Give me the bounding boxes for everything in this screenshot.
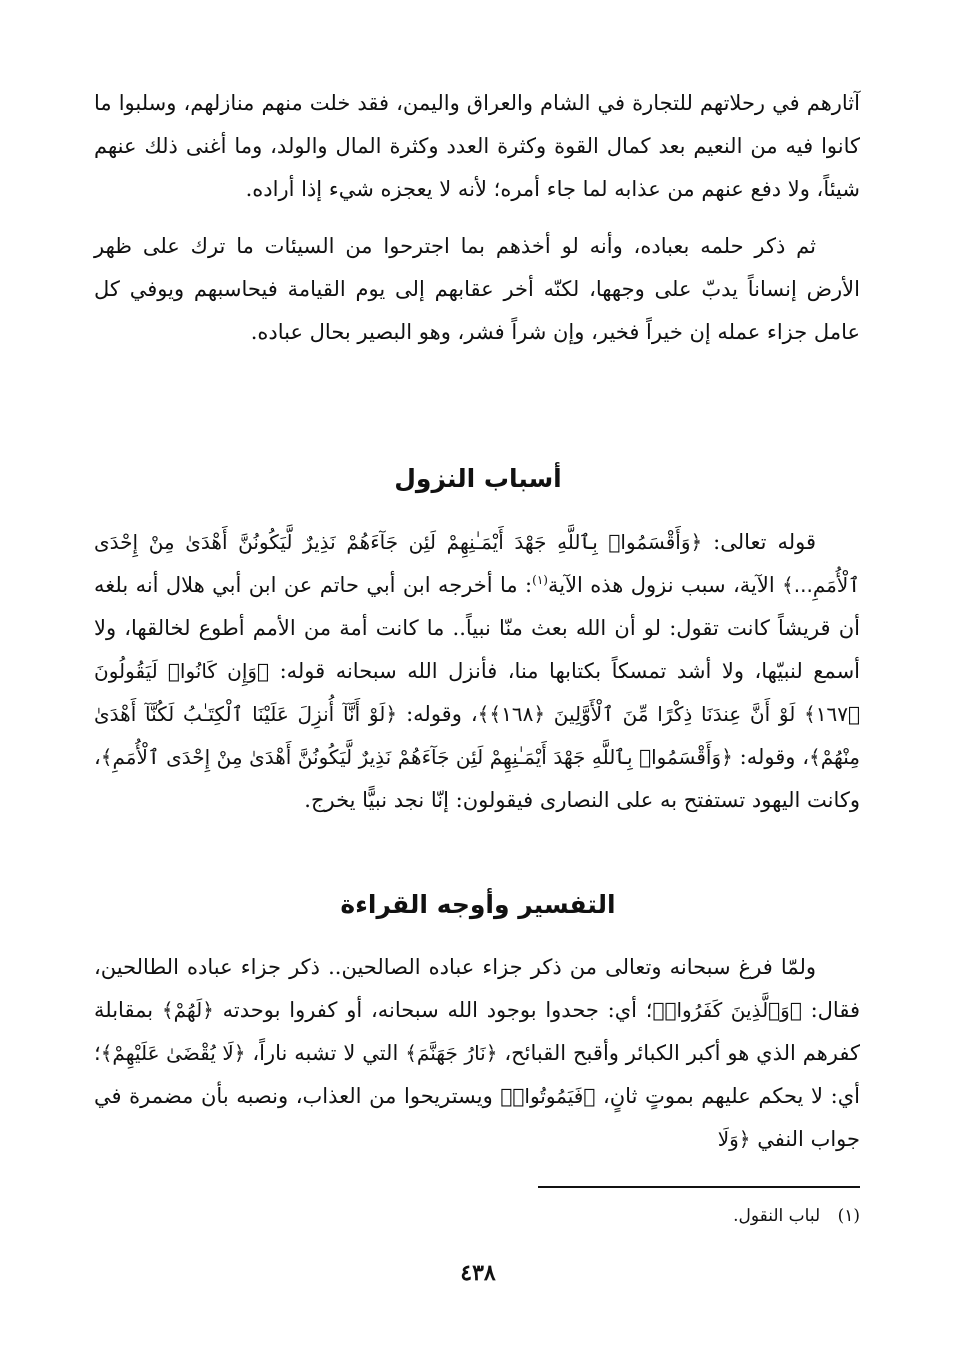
footnote-text: لباب النقول. — [733, 1206, 821, 1226]
paragraph: آثارهم في رحلاتهم للتجارة في الشام والعراق واليمن، فقد خلت منهم منازلهم، وسلبوا ما كانوا فيه من النعيم بعد كمال القوة وكثرة العدد وكثرة المال والولد، وما أغنى ذلك عنهم شيئاً، ولا دفع عنهم من عذابه لما جاء أمره؛ لأنه لا يعجزه شيء إذا أراده. — [94, 91, 860, 201]
paragraph — [94, 521, 860, 822]
asbab-text — [94, 521, 860, 822]
section-heading-tafsir: التفسير وأوجه القراءة — [340, 890, 616, 919]
text-run: ، وقوله: — [397, 702, 478, 726]
quran-verse: ﴿وَإِن كَانُوا۟ لَيَقُولُونَ ﴿١٦٧﴾ لَوْ أَنَّ عِندَنَا ذِكْرًا مِّنَ ٱلْأَوَّلِينَ ﴿١٦٨﴾﴾ — [94, 659, 860, 726]
quran-verse: ﴿لَوْ أَنَّآ أُنزِلَ عَلَيْنَا ٱلْكِتَـٰبُ لَكُنَّآ أَهْدَىٰ مِنْهُمْ﴾ — [94, 702, 860, 769]
footnote-number: (١) — [837, 1206, 860, 1226]
section-heading-asbab: أسباب النزول — [394, 464, 562, 493]
text-run: الآية، سبب نزول هذه الآية — [547, 573, 783, 597]
text-run: قوله تعالى: — [702, 530, 817, 554]
text-run: ويستريحوا من العذاب، ونصبه بأن مضمرة في جواب النفي — [94, 1084, 860, 1151]
text-run: ؛ أي: لا يحكم عليهم بموتٍ ثانٍ، — [94, 1041, 860, 1108]
quran-verse: ﴿نَارُ جَهَنَّمَ﴾ — [405, 1041, 498, 1065]
text-run: بمقابلة كفرهم الذي هو أكبر الكبائر وأقبح القبائح، — [94, 998, 860, 1065]
quran-verse: ﴿فَيَمُوتُوا۟﴾ — [500, 1084, 596, 1108]
text-run: ولمّا فرغ سبحانه وتعالى من ذكر جزاء عباده الصالحين.. ذكر جزاء عباده الطالحين، فقال: — [94, 955, 860, 1022]
text-run: ، وكانت اليهود تستفتح به على النصارى فيقولون: إنّا نجد نبيًّا يخرج. — [94, 745, 860, 812]
intro-text — [94, 82, 860, 354]
quran-verse: ﴿وَأَقْسَمُوا۟ بِٱللَّهِ جَهْدَ أَيْمَـٰنِهِمْ لَئِن جَآءَهُمْ نَذِيرٌ لَّيَكُونُنَّ أَهْدَىٰ مِنْ إِحْدَى ٱلْأُمَمِ...﴾ — [94, 530, 860, 597]
text-run: ؛ أي: جحدوا بوجود الله سبحانه، أو كفروا بوحدته — [213, 998, 653, 1022]
footnote — [733, 1206, 860, 1226]
paragraph — [94, 946, 860, 1161]
quran-verse: ﴿وَأَقْسَمُوا۟ بِٱللَّهِ جَهْدَ أَيْمَـٰنِهِمْ لَئِن جَآءَهُمْ نَذِيرٌ لَّيَكُونُنَّ أَهْدَىٰ مِنْ إِحْدَى ٱلْأُمَمِ﴾ — [100, 745, 733, 769]
quran-verse: ﴿وَٱلَّذِينَ كَفَرُوا۟﴾ — [652, 998, 802, 1022]
paragraph: ثم ذكر حلمه بعباده، وأنه لو أخذهم بما اجترحوا من السيئات ما ترك على ظهر الأرض إنساناً يدبّ على وجهها، لكنّه أخر عقابهم إلى يوم القيامة فيحاسبهم ويوفي كل عامل جزاء عمله إن خيراً فخير، وإن شراً فشر، وهو البصير بحال عباده. — [94, 234, 860, 344]
text-run: التي لا تشبه ناراً، — [245, 1041, 406, 1065]
text-run: : ما أخرجه ابن أبي حاتم عن ابن أبي هلال أنه بلغه أن قريشاً كانت تقول: لو أن الله بعث منّا نبياً.. ما كانت أمة من الأمم أطوع لخالقها، ولا أسمع لنبيّها، ولا أشد تمسكاً بكتابها منا، فأنزل الله سبحانه قوله: — [94, 573, 860, 683]
footnote-reference: (١) — [532, 573, 548, 587]
page-number: ٤٣٨ — [460, 1260, 496, 1286]
quran-verse: ﴿وَلَا — [717, 1127, 751, 1151]
quran-verse: ﴿لَهُمْ﴾ — [161, 998, 214, 1022]
text-run: ، وقوله: — [732, 745, 809, 769]
footnote-separator — [538, 1186, 860, 1188]
tafsir-text — [94, 946, 860, 1161]
quran-verse: ﴿لَا يُقْضَىٰ عَلَيْهِمْ﴾ — [100, 1041, 246, 1065]
